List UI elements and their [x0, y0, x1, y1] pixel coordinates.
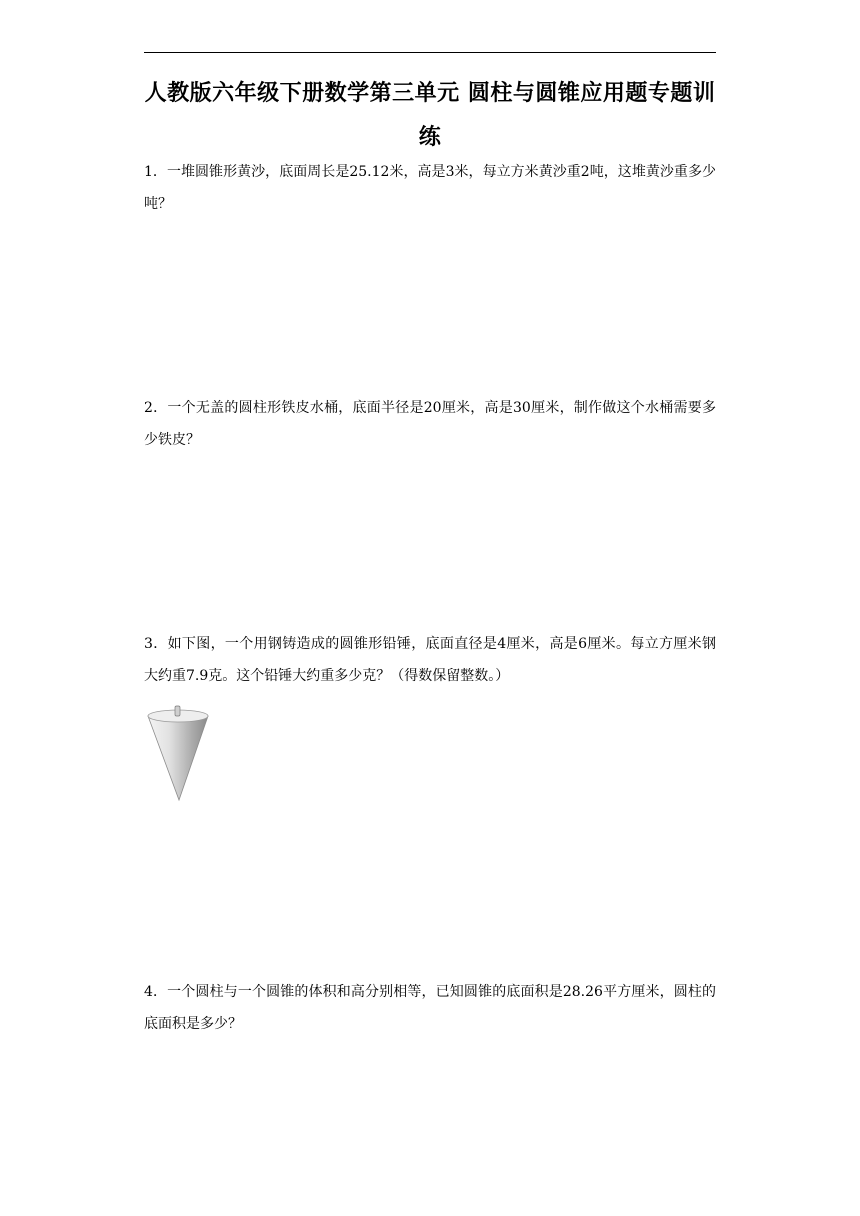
cone-plumb-bob-figure — [146, 704, 210, 802]
question-text: 一个圆柱与一个圆锥的体积和高分别相等，已知圆锥的底面积是28.26平方厘米，圆柱的底面积是多少？ — [144, 984, 716, 1032]
question-number: 1． — [144, 164, 167, 180]
question-number: 4． — [144, 984, 168, 1000]
question-2 — [144, 392, 716, 456]
question-3 — [144, 628, 716, 692]
question-1 — [144, 156, 716, 220]
question-text: 一个无盖的圆柱形铁皮水桶，底面半径是20厘米，高是30厘米，制作做这个水桶需要多少铁皮？ — [144, 400, 716, 448]
header-rule — [144, 52, 716, 53]
question-4 — [144, 976, 716, 1040]
question-number: 3． — [144, 636, 168, 652]
question-number: 2． — [144, 400, 168, 416]
question-text: 如下图，一个用钢铸造成的圆锥形铅锤，底面直径是4厘米，高是6厘米。每立方厘米钢大约重7.9克。这个铅锤大约重多少克？（得数保留整数。） — [144, 636, 716, 684]
cone-icon — [146, 704, 210, 802]
page-title: 人教版六年级下册数学第三单元 圆柱与圆锥应用题专题训练 — [144, 81, 716, 150]
question-text: 一堆圆锥形黄沙，底面周长是25.12米，高是3米，每立方米黄沙重2吨，这堆黄沙重多少吨？ — [144, 164, 716, 212]
